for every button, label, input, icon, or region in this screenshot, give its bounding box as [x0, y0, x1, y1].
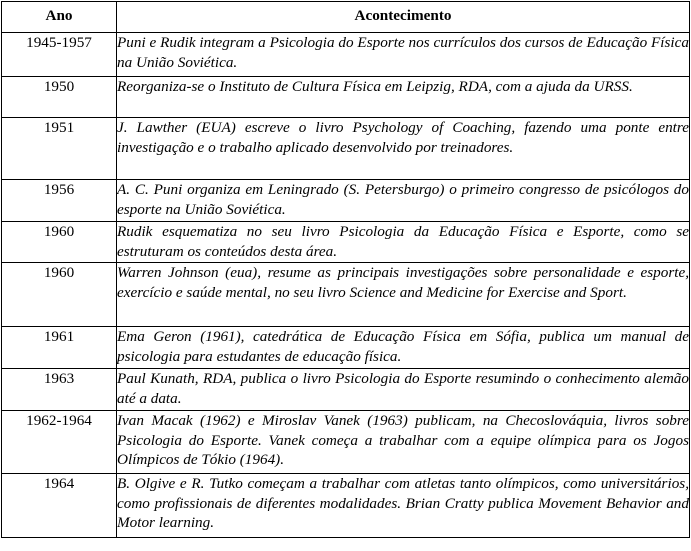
event-cell: Ema Geron (1961), catedrática de Educação Física em Sófia, publica um manual de psicologia para estudantes de educação física.	[117, 327, 690, 369]
table-row	[2, 77, 690, 118]
table-row	[2, 263, 690, 327]
year-cell: 1945-1957	[2, 33, 117, 77]
year-cell: 1961	[2, 327, 117, 369]
year-cell: 1960	[2, 222, 117, 263]
header-row	[2, 2, 690, 33]
table-header	[2, 2, 690, 33]
year-column-header: Ano	[2, 2, 117, 33]
table-row	[2, 222, 690, 263]
event-cell: Puni e Rudik integram a Psicologia do Esporte nos currículos dos cursos de Educação Física na União Soviética.	[117, 33, 690, 77]
table-row	[2, 369, 690, 411]
event-cell: Warren Johnson (eua), resume as principais investigações sobre personalidade e esporte, exercício e saúde mental, no seu livro Science and Medicine for Exercise and Sport.	[117, 263, 690, 327]
event-cell: Paul Kunath, RDA, publica o livro Psicologia do Esporte resumindo o conhecimento alemão até a data.	[117, 369, 690, 411]
year-cell: 1963	[2, 369, 117, 411]
event-cell: Rudik esquematiza no seu livro Psicologia da Educação Física e Esporte, como se estruturam os conteúdos desta área.	[117, 222, 690, 263]
chronology-table	[1, 1, 690, 538]
event-cell: A. C. Puni organiza em Leningrado (S. Petersburgo) o primeiro congresso de psicólogos do esporte na União Soviética.	[117, 180, 690, 222]
table-row	[2, 411, 690, 474]
year-cell: 1962-1964	[2, 411, 117, 474]
table-row	[2, 180, 690, 222]
table-row	[2, 33, 690, 77]
event-cell: J. Lawther (EUA) escreve o livro Psychology of Coaching, fazendo uma ponte entre investigação e o trabalho aplicado desenvolvido por treinadores.	[117, 118, 690, 180]
year-cell: 1960	[2, 263, 117, 327]
year-cell: 1950	[2, 77, 117, 118]
year-cell: 1951	[2, 118, 117, 180]
event-column-header: Acontecimento	[117, 2, 690, 33]
year-cell: 1956	[2, 180, 117, 222]
table-row	[2, 118, 690, 180]
table-body	[2, 33, 690, 538]
event-cell: Reorganiza-se o Instituto de Cultura Física em Leipzig, RDA, com a ajuda da URSS.	[117, 77, 690, 118]
event-cell: Ivan Macak (1962) e Miroslav Vanek (1963) publicam, na Checoslováquia, livros sobre Psicologia do Esporte. Vanek começa a trabalhar com a equipe olímpica para os Jogos Olímpicos de Tókio (1964).	[117, 411, 690, 474]
year-cell: 1964	[2, 474, 117, 538]
table-row	[2, 474, 690, 538]
table-row	[2, 327, 690, 369]
event-cell: B. Olgive e R. Tutko começam a trabalhar com atletas tanto olímpicos, como universitários, como profissionais de diferentes modalidades. Brian Cratty publica Movement Behavior and Motor learning.	[117, 474, 690, 538]
